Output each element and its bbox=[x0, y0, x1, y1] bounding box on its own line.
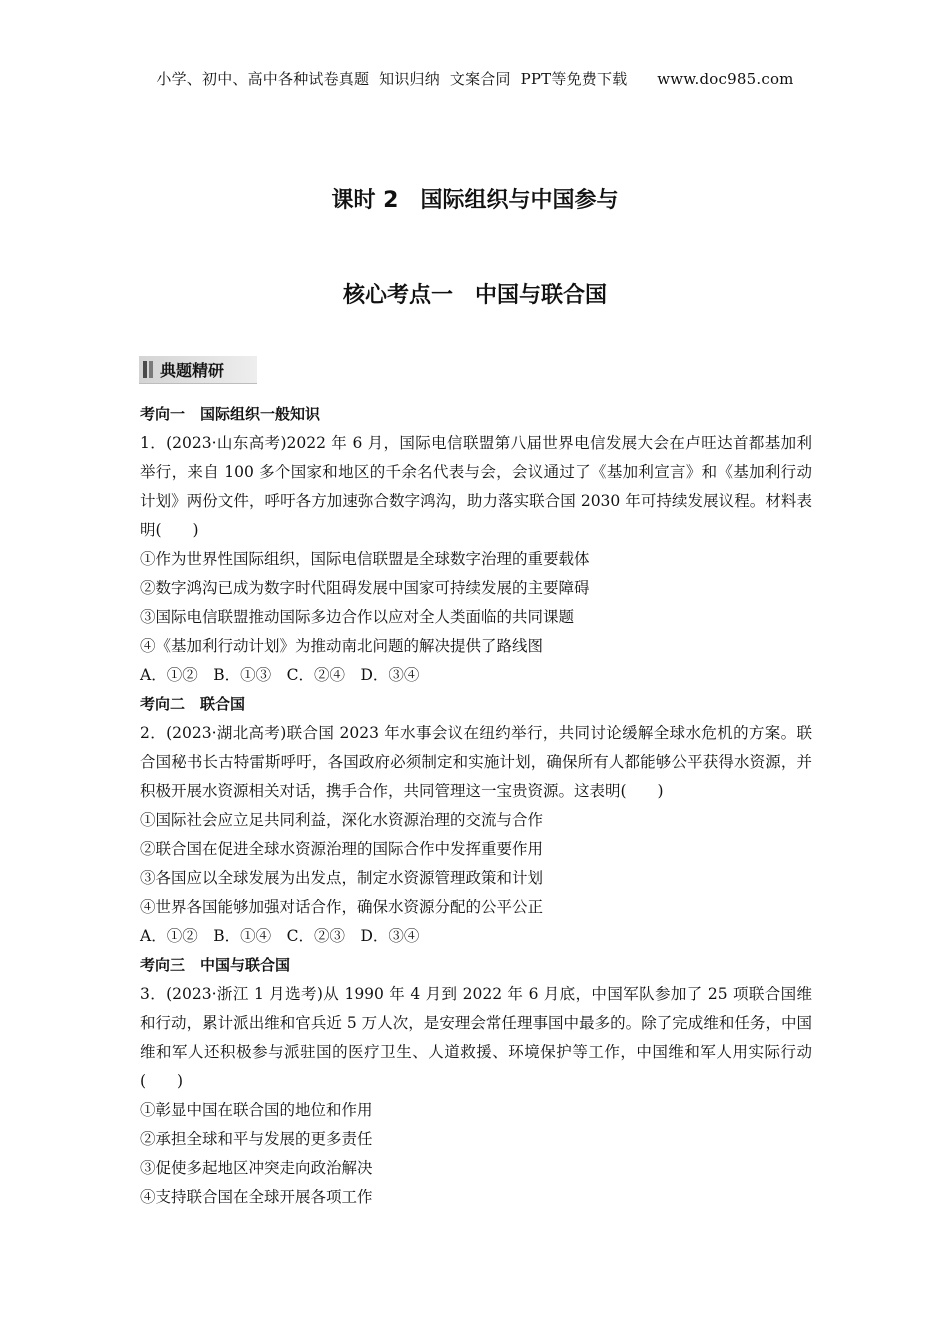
page-header: 小学、初中、高中各种试卷真题 知识归纳 文案合同 PPT等免费下载 www.doc985.com bbox=[156, 70, 794, 88]
question-2-option-1: ①国际社会应立足共同利益，深化水资源治理的交流与合作 bbox=[140, 811, 544, 829]
question-2-option-2: ②联合国在促进全球水资源治理的国际合作中发挥重要作用 bbox=[140, 840, 544, 858]
question-1-answers: A．①② B．①③ C．②④ D．③④ bbox=[140, 666, 420, 684]
question-3-option-2: ②承担全球和平与发展的更多责任 bbox=[140, 1130, 373, 1148]
question-1-option-4: ④《基加利行动计划》为推动南北问题的解决提供了路线图 bbox=[140, 637, 544, 655]
section-title: 核心考点一 中国与联合国 bbox=[342, 283, 607, 308]
question-3-option-3: ③促使多起地区冲突走向政治解决 bbox=[140, 1159, 373, 1177]
question-2-answers: A．①② B．①④ C．②③ D．③④ bbox=[140, 927, 420, 945]
question-3-option-1: ①彰显中国在联合国的地位和作用 bbox=[140, 1101, 373, 1119]
question-1-stem: 1．(2023·山东高考)2022 年 6 月，国际电信联盟第八届世界电信发展大会在卢旺达首都基加利举行，来自 100 多个国家和地区的千余名代表与会，会议通过了《基加利宣言》和《基加利行动计划》两份文件，呼吁各方加速弥合数字鸿沟，助力落实联合国 2030 年可持续发展议程。材料表明( ) bbox=[140, 434, 812, 539]
lesson-title: 课时 2 国际组织与中国参与 bbox=[331, 188, 619, 213]
question-2-stem: 2．(2023·湖北高考)联合国 2023 年水事会议在纽约举行，共同讨论缓解全球水危机的方案。联合国秘书长古特雷斯呼吁，各国政府必须制定和实施计划，确保所有人都能够公平获得水资源，并积极开展水资源相关对话，携手合作，共同管理这一宝贵资源。这表明( ) bbox=[140, 724, 812, 800]
banner-marker-icon bbox=[143, 361, 147, 378]
direction-heading-1: 考向一 国际组织一般知识 bbox=[140, 405, 321, 423]
question-2-option-3: ③各国应以全球发展为出发点，制定水资源管理政策和计划 bbox=[140, 869, 544, 887]
question-3-option-4: ④支持联合国在全球开展各项工作 bbox=[140, 1188, 373, 1206]
question-1-option-2: ②数字鸿沟已成为数字时代阻碍发展中国家可持续发展的主要障碍 bbox=[140, 579, 590, 597]
banner-label: 典题精研 bbox=[160, 361, 225, 380]
section-banner bbox=[139, 356, 257, 383]
direction-heading-3: 考向三 中国与联合国 bbox=[140, 956, 291, 974]
question-1-option-1: ①作为世界性国际组织，国际电信联盟是全球数字治理的重要载体 bbox=[140, 550, 590, 568]
direction-heading-2: 考向二 联合国 bbox=[140, 695, 246, 713]
question-3-stem: 3．(2023·浙江 1 月选考)从 1990 年 4 月到 2022 年 6 月底，中国军队参加了 25 项联合国维和行动，累计派出维和官兵近 5 万人次，是安理会常任理事国中最多的。除了完成维和任务，中国维和军人还积极参与派驻国的医疗卫生、人道救援、环境保护等工作，中国维和军人用实际行动( ) bbox=[140, 985, 812, 1090]
question-1-option-3: ③国际电信联盟推动国际多边合作以应对全人类面临的共同课题 bbox=[140, 608, 575, 626]
questions-content bbox=[140, 400, 812, 1212]
question-2-option-4: ④世界各国能够加强对话合作，确保水资源分配的公平公正 bbox=[140, 898, 544, 916]
